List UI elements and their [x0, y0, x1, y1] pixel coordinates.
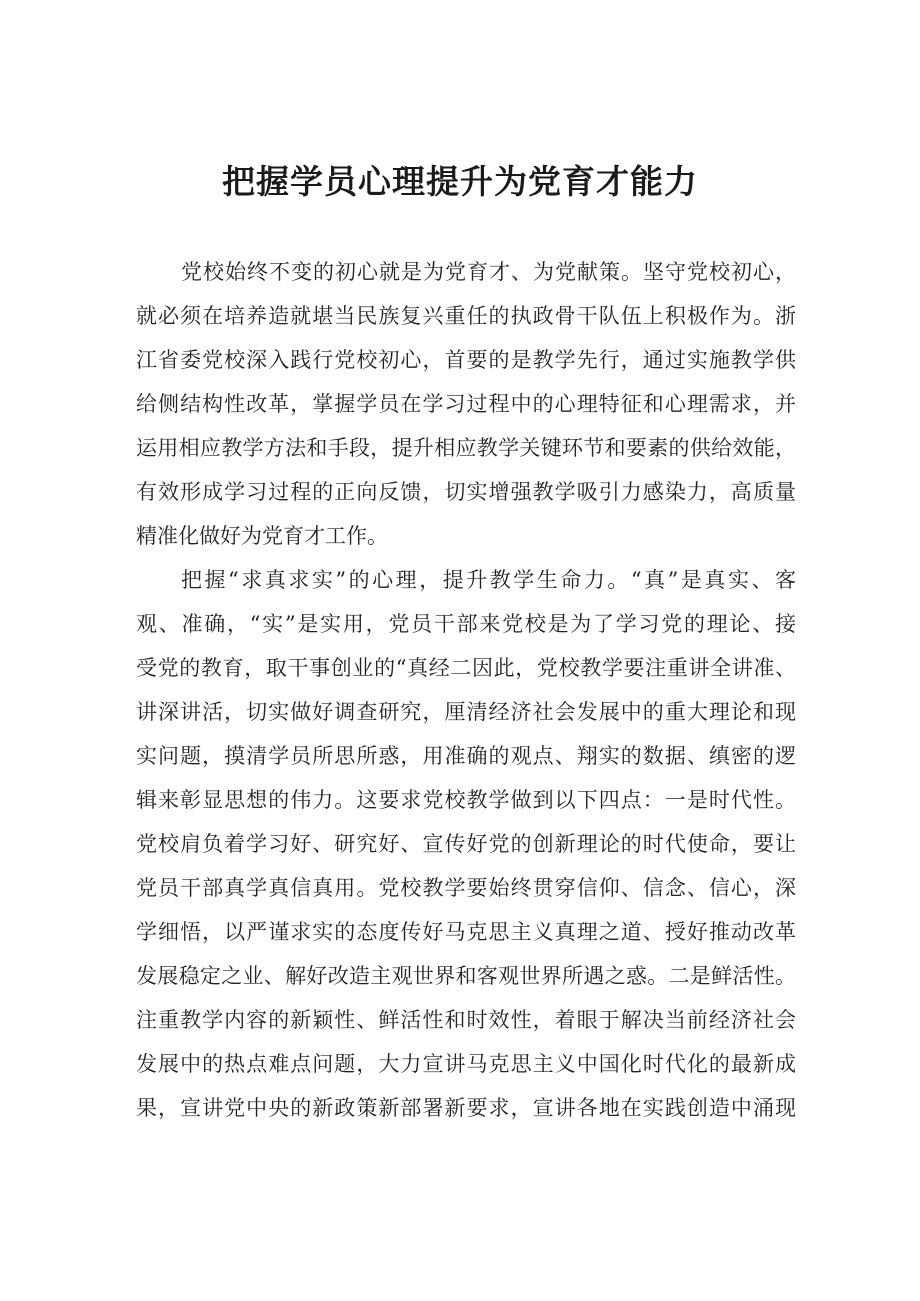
paragraph-2-line-11: 注重教学内容的新颖性、鲜活性和时效性，着眼于解决当前经济社会	[136, 1008, 796, 1032]
paragraph-1-line-1: 党校始终不变的初心就是为党育才、为党献策。坚守党校初心，	[181, 260, 796, 284]
paragraph-1-line-5: 运用相应教学方法和手段，提升相应教学关键环节和要素的供给效能，	[136, 436, 796, 460]
document-title: 把握学员心理提升为党育才能力	[222, 162, 698, 201]
paragraph-2-line-9: 学细悟，以严谨求实的态度传好马克思主义真理之道、授好推动改革	[136, 920, 796, 944]
paragraph-2-line-7: 党校肩负着学习好、研究好、宣传好党的创新理论的时代使命，要让	[136, 832, 796, 856]
paragraph-2-line-8: 党员干部真学真信真用。党校教学要始终贯穿信仰、信念、信心，深	[136, 876, 796, 900]
paragraph-2-line-4: 讲深讲活，切实做好调查研究，厘清经济社会发展中的重大理论和现	[136, 700, 796, 724]
paragraph-1-line-6: 有效形成学习过程的正向反馈，切实增强教学吸引力感染力，高质量	[136, 480, 796, 504]
paragraph-2-line-10: 发展稳定之业、解好改造主观世界和客观世界所遇之惑。二是鲜活性。	[136, 964, 796, 988]
paragraph-2-line-1: 把握“求真求实”的心理，提升教学生命力。“真”是真实、客	[181, 568, 796, 592]
paragraph-1-line-3: 江省委党校深入践行党校初心，首要的是教学先行，通过实施教学供	[136, 348, 796, 372]
paragraph-2-line-13: 果，宣讲党中央的新政策新部署新要求，宣讲各地在实践创造中涌现	[136, 1096, 796, 1120]
paragraph-2-line-12: 发展中的热点难点问题，大力宣讲马克思主义中国化时代化的最新成	[136, 1052, 796, 1076]
paragraph-1-line-4: 给侧结构性改革，掌握学员在学习过程中的心理特征和心理需求，并	[136, 392, 796, 416]
paragraph-2-line-5: 实问题，摸清学员所思所惑，用准确的观点、翔实的数据、缜密的逻	[136, 744, 796, 768]
paragraph-1-line-2: 就必须在培养造就堪当民族复兴重任的执政骨干队伍上积极作为。浙	[136, 304, 796, 328]
paragraph-2-line-3: 受党的教育，取干事创业的“真经二因此，党校教学要注重讲全讲准、	[136, 656, 796, 680]
paragraph-2-line-2: 观、准确，“实”是实用，党员干部来党校是为了学习党的理论、接	[136, 612, 796, 636]
paragraph-2-line-6: 辑来彰显思想的伟力。这要求党校教学做到以下四点：一是时代性。	[136, 788, 796, 812]
paragraph-1-line-7: 精准化做好为党育才工作。	[136, 524, 388, 548]
